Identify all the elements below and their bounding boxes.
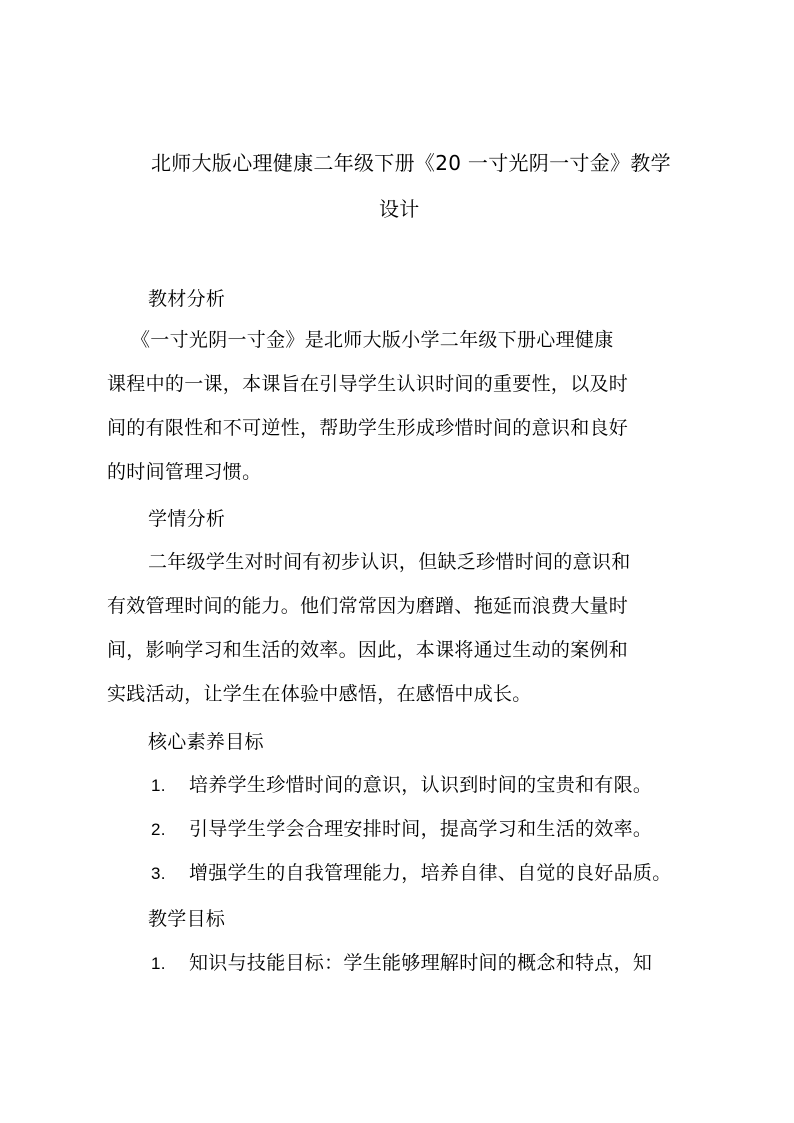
list-item — [151, 772, 652, 799]
list-item — [151, 950, 652, 977]
section-heading-textbook-analysis: 教材分析 — [148, 288, 226, 310]
paragraph-line: 《一寸光阴一寸金》是北师大版小学二年级下册心理健康 — [131, 329, 614, 351]
paragraph-line: 间的有限性和不可逆性，帮助学生形成珍惜时间的意识和良好 — [107, 417, 629, 439]
list-item-text: 知识与技能目标：学生能够理解时间的概念和特点，知 — [189, 952, 653, 974]
list-item-text: 增强学生的自我管理能力，培养自律、自觉的良好品质。 — [189, 862, 672, 884]
section-heading-teaching-goals: 教学目标 — [148, 908, 226, 930]
list-item-number: 1. — [151, 954, 166, 973]
paragraph-line: 的时间管理习惯。 — [107, 461, 262, 483]
paragraph-line: 有效管理时间的能力。他们常常因为磨蹭、拖延而浪费大量时 — [107, 595, 629, 617]
list-item — [151, 860, 672, 887]
paragraph-line: 实践活动，让学生在体验中感悟，在感悟中成长。 — [107, 683, 532, 705]
list-item-number: 1. — [151, 776, 166, 795]
paragraph-line: 间，影响学习和生活的效率。因此，本课将通过生动的案例和 — [107, 639, 629, 661]
section-heading-learner-analysis: 学情分析 — [148, 508, 226, 530]
section-heading-core-literacy-goals: 核心素养目标 — [148, 731, 264, 753]
document-title-line-1: 北师大版心理健康二年级下册《20 一寸光阴一寸金》教学 — [151, 151, 671, 175]
paragraph-line: 二年级学生对时间有初步认识，但缺乏珍惜时间的意识和 — [148, 551, 631, 573]
paragraph-line: 课程中的一课，本课旨在引导学生认识时间的重要性，以及时 — [107, 373, 629, 395]
document-title-line-2: 设计 — [379, 197, 420, 221]
list-item-number: 2. — [151, 820, 166, 839]
list-item-text: 培养学生珍惜时间的意识，认识到时间的宝贵和有限。 — [189, 774, 653, 796]
list-item — [151, 816, 652, 843]
list-item-number: 3. — [151, 864, 166, 883]
list-item-text: 引导学生学会合理安排时间，提高学习和生活的效率。 — [189, 818, 653, 840]
